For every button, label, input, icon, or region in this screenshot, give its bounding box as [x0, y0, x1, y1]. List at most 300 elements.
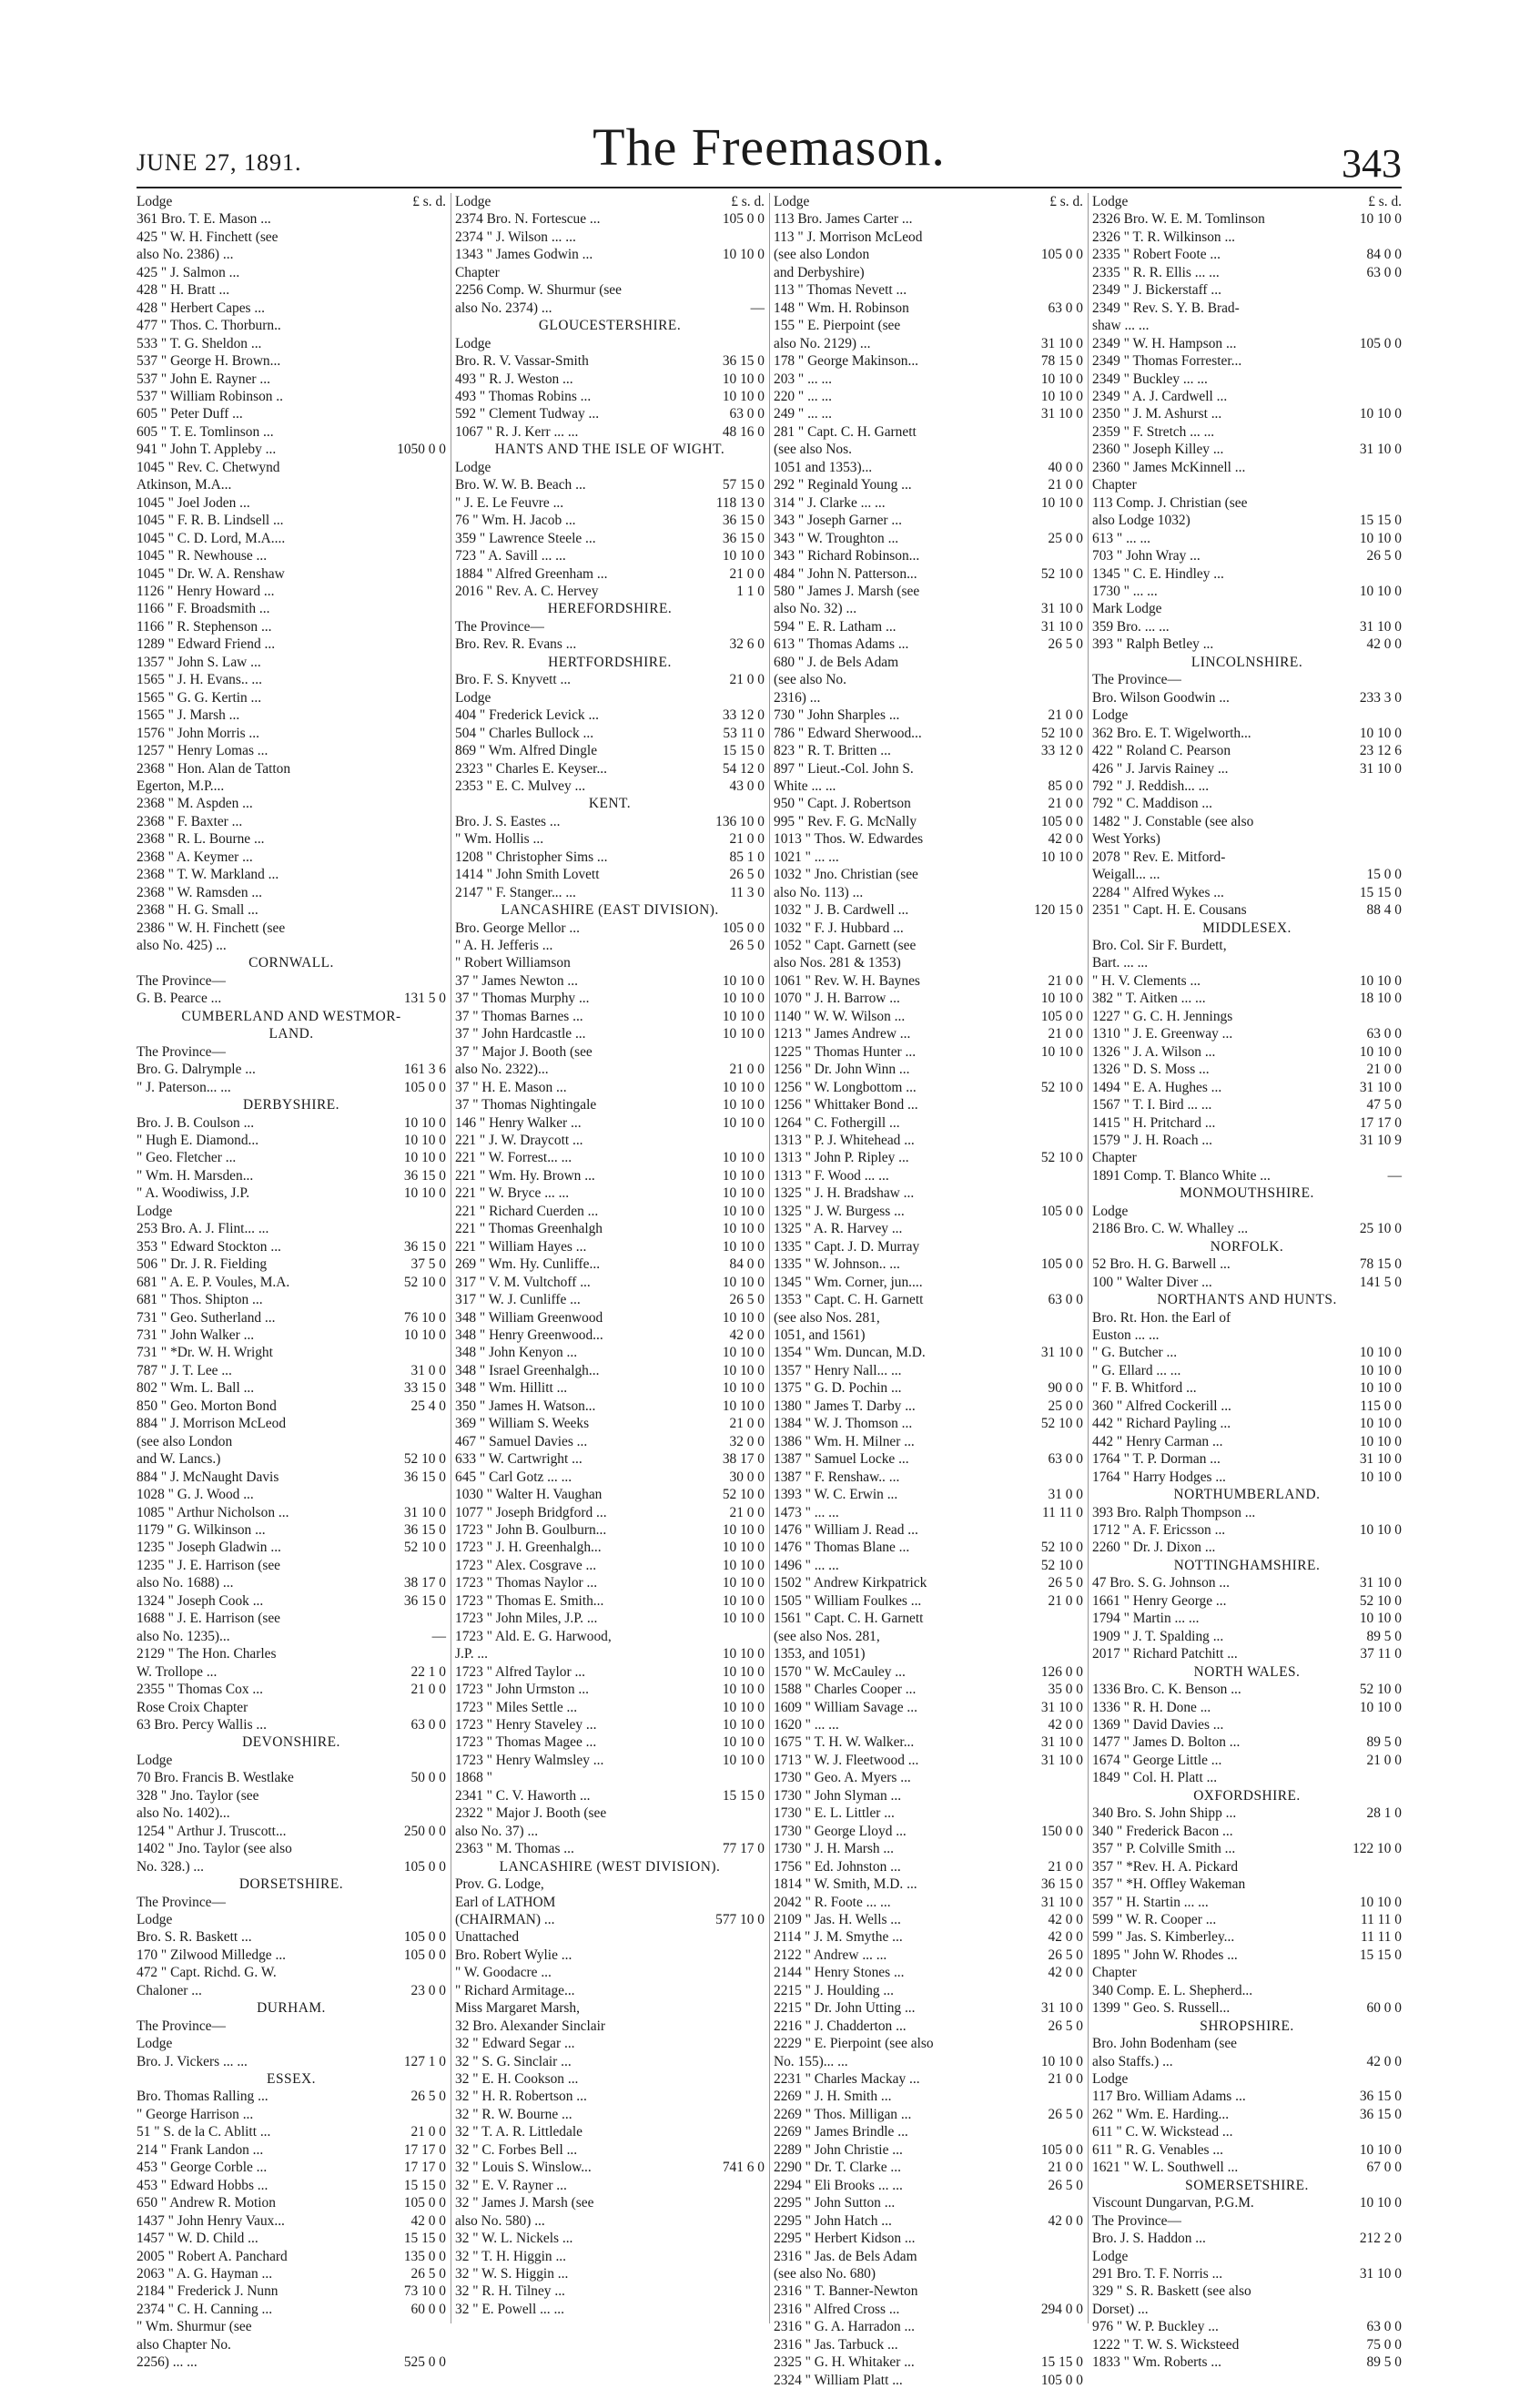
list-entry — [455, 1681, 765, 1698]
list-entry — [774, 583, 1083, 600]
entry-amount — [1331, 2123, 1402, 2140]
entry-amount: 10 10 0 — [1040, 388, 1083, 404]
entry-text: 1565 " G. G. Kertin ... — [137, 689, 262, 706]
list-entry — [137, 1309, 446, 1327]
list-entry — [455, 1894, 765, 1911]
entry-amount: 54 12 0 — [722, 760, 765, 777]
list-entry — [774, 300, 1083, 317]
entry-amount: 10 10 0 — [722, 1114, 765, 1131]
entry-amount: 42 0 0 — [1366, 2053, 1402, 2069]
entry-text: 32 " E. Powell ... ... — [455, 2301, 564, 2317]
entry-amount — [694, 2106, 765, 2123]
entry-amount: 118 13 0 — [715, 494, 765, 511]
entry-text: " G. Butcher ... — [1092, 1345, 1178, 1361]
list-entry — [137, 210, 446, 228]
entry-amount: 33 12 0 — [1040, 743, 1083, 759]
list-entry — [455, 2194, 765, 2211]
entry-text: " J. Paterson... ... — [137, 1079, 231, 1095]
column-2 — [455, 193, 765, 2323]
entry-text: 1723 " Alex. Cosgrave ... — [455, 1557, 597, 1573]
entry-amount: 250 0 0 — [403, 1823, 446, 1839]
list-entry — [137, 1840, 446, 1857]
entry-text: Lodge — [1092, 2248, 1129, 2264]
list-entry — [774, 2018, 1083, 2035]
entry-text: 1621 " W. L. Southwell ... — [1092, 2160, 1239, 2176]
entry-amount — [1331, 300, 1402, 317]
list-entry — [137, 2336, 446, 2353]
entry-amount: 105 0 0 — [1040, 1256, 1083, 1273]
entry-amount — [694, 1876, 765, 1893]
entry-amount: 10 10 0 — [1359, 211, 1402, 228]
entry-amount: 36 15 0 — [722, 353, 765, 370]
column-3 — [774, 193, 1083, 2388]
list-entry — [455, 352, 765, 370]
entry-text: 1045 " C. D. Lord, M.A.... — [137, 530, 286, 546]
entry-amount: 21 0 0 — [1366, 1062, 1402, 1078]
entry-text: (CHAIRMAN) ... — [455, 1911, 555, 1927]
entry-amount — [375, 583, 446, 600]
entry-text: 1032 " J. B. Cardwell ... — [774, 902, 909, 919]
entry-text: 317 " W. J. Cunliffe ... — [455, 1292, 581, 1308]
list-entry — [455, 2265, 765, 2282]
entry-text: 32 Bro. Alexander Sinclair — [455, 2018, 605, 2034]
entry-amount: 10 10 0 — [722, 1663, 765, 1680]
list-entry — [137, 1787, 446, 1804]
entry-text: 484 " John N. Patterson... — [774, 565, 917, 582]
list-entry — [774, 1752, 1083, 1769]
entry-text: 467 " Samuel Davies ... — [455, 1433, 588, 1449]
entry-amount: 10 10 0 — [722, 1309, 765, 1326]
entry-text: 221 " Wm. Hy. Brown ... — [455, 1167, 595, 1184]
list-entry — [137, 813, 446, 830]
entry-text: 2368 " M. Aspden ... — [137, 796, 253, 812]
entry-text: 1256 " Dr. John Winn ... — [774, 1062, 910, 1078]
entry-text: 611 " C. W. Wickstead ... — [1092, 2124, 1233, 2140]
entry-amount: 15 15 0 — [1040, 2354, 1083, 2371]
entry-amount: 89 5 0 — [1366, 2354, 1402, 2371]
entry-text: 1895 " John W. Rhodes ... — [1092, 1947, 1238, 1963]
heading-text: NORFOLK. — [1210, 1238, 1284, 1255]
entry-amount — [1012, 1309, 1083, 1327]
list-entry — [774, 1096, 1083, 1113]
entry-amount — [375, 901, 446, 919]
list-entry — [455, 1804, 765, 1822]
entry-text: 493 " Thomas Robins ... — [455, 388, 592, 404]
heading-text: HEREFORDSHIRE. — [547, 601, 673, 617]
list-entry — [455, 2106, 765, 2123]
entry-amount: 10 10 0 — [1359, 2195, 1402, 2211]
entry-text: 731 " *Dr. W. H. Wright — [137, 1345, 273, 1361]
entry-text: 37 " John Hardcastle ... — [455, 1026, 586, 1042]
entry-amount — [375, 849, 446, 866]
entry-amount — [1331, 1327, 1402, 1344]
entry-amount: 15 15 0 — [403, 2177, 446, 2193]
list-entry — [455, 1999, 765, 2017]
entry-text: 1335 " Capt. J. D. Murray — [774, 1238, 920, 1255]
entry-amount — [375, 1911, 446, 1928]
entry-text: 442 " Richard Payling ... — [1092, 1416, 1231, 1432]
entry-amount: 26 5 0 — [1366, 548, 1402, 564]
entry-amount — [1331, 778, 1402, 795]
list-entry — [1092, 830, 1402, 848]
entry-text: 869 " Wm. Alfred Dingle — [455, 743, 598, 759]
list-entry — [455, 742, 765, 759]
list-entry — [1092, 2301, 1402, 2318]
entry-amount: — — [1387, 1167, 1402, 1184]
list-entry — [1092, 583, 1402, 600]
entry-amount — [375, 335, 446, 352]
entry-amount — [375, 1964, 446, 1981]
list-entry — [774, 2248, 1083, 2265]
entry-amount: 21 0 0 — [729, 672, 765, 688]
entry-amount: 85 0 0 — [1048, 778, 1083, 794]
entry-amount — [375, 618, 446, 635]
list-entry — [455, 990, 765, 1007]
entry-text: 2269 " J. H. Smith ... — [774, 2089, 892, 2105]
list-entry — [137, 565, 446, 583]
entry-amount: 15 15 0 — [1359, 884, 1402, 900]
entry-amount — [1012, 1220, 1083, 1237]
entry-text: 1849 " Col. H. Platt ... — [1092, 1770, 1218, 1786]
entry-amount — [375, 1433, 446, 1450]
entry-text: 850 " Geo. Morton Bond — [137, 1398, 277, 1414]
entry-amount — [694, 1964, 765, 1981]
entry-text: 359 " Lawrence Steele ... — [455, 530, 596, 546]
entry-amount — [375, 423, 446, 441]
entry-amount: 11 11 0 — [1360, 1911, 1402, 1927]
page-number: 343 — [1342, 141, 1402, 186]
list-entry — [137, 1415, 446, 1432]
entry-text: 2229 " E. Pierpoint (see also — [774, 2036, 934, 2052]
section-heading — [1092, 1663, 1402, 1681]
entry-text: " A. Woodiwiss, J.P. — [137, 1185, 250, 1202]
list-entry — [455, 264, 765, 281]
entry-text: 599 " Jas. S. Kimberley... — [1092, 1929, 1235, 1946]
entry-amount: 10 10 0 — [1359, 1043, 1402, 1060]
entry-text: 1868 " — [455, 1770, 492, 1786]
entry-text: 2386 " W. H. Finchett (see — [137, 920, 286, 936]
entry-amount — [1012, 2282, 1083, 2300]
list-entry — [137, 1327, 446, 1344]
list-entry — [774, 264, 1083, 281]
entry-amount: 10 10 0 — [1040, 849, 1083, 865]
list-entry — [1092, 1699, 1402, 1716]
list-entry — [455, 1823, 765, 1840]
entry-amount: £ s. d. — [731, 194, 765, 209]
entry-text: 426 " J. Jarvis Rainey ... — [1092, 760, 1229, 777]
entry-text: 506 " Dr. J. R. Fielding — [137, 1256, 268, 1273]
list-entry — [455, 459, 765, 476]
entry-amount — [1012, 1238, 1083, 1255]
entry-amount: 10 10 0 — [722, 1203, 765, 1219]
entry-amount: 26 5 0 — [729, 938, 765, 954]
entry-text: 1386 " Wm. H. Milner ... — [774, 1433, 915, 1449]
entry-amount — [1331, 2282, 1402, 2300]
list-entry — [137, 2177, 446, 2194]
entry-text: 1051 and 1353)... — [774, 459, 873, 475]
entry-text: 2295 " Herbert Kidson ... — [774, 2231, 916, 2247]
list-entry — [774, 2230, 1083, 2247]
entry-amount: 105 0 0 — [1359, 335, 1402, 351]
list-entry — [137, 795, 446, 812]
entry-text: Lodge — [1092, 2071, 1129, 2088]
list-entry — [1092, 778, 1402, 795]
entry-amount: 105 0 0 — [1040, 2141, 1083, 2158]
entry-amount — [1012, 920, 1083, 937]
entry-amount: 88 4 0 — [1366, 902, 1402, 919]
entry-text: Dorset) ... — [1092, 2301, 1149, 2317]
list-entry — [774, 512, 1083, 529]
list-entry — [774, 1220, 1083, 1237]
entry-amount: 25 4 0 — [410, 1398, 446, 1414]
entry-text: 32 " Edward Segar ... — [455, 2036, 575, 2052]
list-entry — [137, 901, 446, 919]
list-entry — [774, 371, 1083, 388]
entry-text: 1494 " E. A. Hughes ... — [1092, 1079, 1222, 1095]
entry-text: also No. 37) ... — [455, 1823, 539, 1839]
list-entry — [1092, 1379, 1402, 1397]
list-entry — [455, 281, 765, 299]
entry-amount: 52 10 0 — [1040, 1557, 1083, 1573]
list-entry — [1092, 813, 1402, 830]
list-entry — [137, 1804, 446, 1822]
entry-text: 1730 " E. L. Littler ... — [774, 1805, 895, 1822]
issue-date: JUNE 27, 1891. — [137, 149, 302, 176]
entry-amount: 10 10 0 — [1359, 1894, 1402, 1910]
entry-amount: 10 10 0 — [722, 388, 765, 404]
entry-amount: 15 15 0 — [1359, 513, 1402, 529]
section-heading — [137, 954, 446, 971]
list-entry — [137, 388, 446, 405]
entry-text: 592 " Clement Tudway ... — [455, 406, 600, 422]
entry-text: 1045 " R. Newhouse ... — [137, 548, 268, 564]
entry-amount: 63 0 0 — [1366, 1026, 1402, 1042]
entry-amount: 10 10 0 — [722, 1540, 765, 1556]
list-entry — [1092, 990, 1402, 1007]
list-entry — [455, 1450, 765, 1468]
list-entry — [137, 1681, 446, 1698]
entry-amount: 23 0 0 — [410, 1982, 446, 1998]
entry-amount: 21 0 0 — [410, 2124, 446, 2140]
list-entry — [1092, 1167, 1402, 1184]
section-heading — [137, 1876, 446, 1893]
entry-amount: 52 10 0 — [1040, 1540, 1083, 1556]
entry-text: 37 " Thomas Murphy ... — [455, 991, 590, 1007]
entry-amount: 52 10 0 — [1040, 565, 1083, 582]
entry-amount: 10 10 0 — [722, 1079, 765, 1095]
list-entry — [774, 813, 1083, 830]
entry-amount — [375, 920, 446, 937]
entry-amount: 105 0 0 — [1040, 1203, 1083, 1219]
list-entry — [1092, 1521, 1402, 1539]
list-entry — [137, 2230, 446, 2247]
entry-text: 1833 " Wm. Roberts ... — [1092, 2354, 1221, 2371]
list-entry — [1092, 849, 1402, 866]
list-entry — [774, 618, 1083, 635]
entry-amount: 10 10 0 — [722, 1682, 765, 1698]
list-entry — [455, 618, 765, 635]
entry-text: 786 " Edward Sherwood... — [774, 725, 922, 741]
list-entry — [774, 1733, 1083, 1751]
entry-text: 1077 " Joseph Bridgford ... — [455, 1504, 607, 1520]
list-entry — [1092, 1804, 1402, 1822]
entry-text: 1565 " J. Marsh ... — [137, 707, 240, 724]
list-entry — [137, 760, 446, 778]
entry-text: 425 " J. Salmon ... — [137, 264, 240, 280]
entry-text: 1343 " James Godwin ... — [455, 247, 593, 263]
section-heading — [137, 1025, 446, 1042]
entry-amount: 10 10 0 — [722, 1557, 765, 1573]
list-entry — [774, 281, 1083, 299]
entry-text: 2368 " F. Baxter ... — [137, 813, 243, 829]
list-entry — [137, 2248, 446, 2265]
entry-text: 2289 " John Christie ... — [774, 2141, 903, 2158]
entry-amount: 10 10 0 — [403, 1150, 446, 1166]
entry-amount: 31 10 0 — [1040, 1752, 1083, 1768]
entry-text: 976 " W. P. Buckley ... — [1092, 2319, 1219, 2335]
list-entry — [137, 1592, 446, 1610]
entry-text: 605 " Peter Duff ... — [137, 406, 243, 422]
entry-amount: 42 0 0 — [410, 2212, 446, 2229]
entry-text: 2363 " M. Thomas ... — [455, 1841, 574, 1857]
heading-text: HERTFORDSHIRE. — [548, 654, 672, 670]
entry-text: 1222 " T. W. S. Wicksteed — [1092, 2336, 1240, 2353]
entry-amount: 21 0 0 — [729, 565, 765, 582]
entry-amount — [694, 1804, 765, 1822]
entry-amount: 26 5 0 — [1048, 636, 1083, 653]
entry-amount — [375, 281, 446, 299]
entry-text: Bro. Rev. R. Evans ... — [455, 636, 577, 653]
list-entry — [455, 1947, 765, 1964]
entry-text: Lodge — [137, 2036, 173, 2052]
entry-amount — [694, 954, 765, 971]
entry-amount: 42 0 0 — [1366, 636, 1402, 653]
entry-text: 1393 " W. C. Erwin ... — [774, 1487, 898, 1503]
entry-text: 1588 " Charles Cooper ... — [774, 1682, 917, 1698]
entry-amount: 52 10 0 — [1040, 725, 1083, 741]
heading-text: NORTHANTS AND HUNTS. — [1157, 1292, 1337, 1308]
list-entry — [137, 2123, 446, 2140]
list-entry — [1092, 512, 1402, 529]
entry-amount: 32 6 0 — [729, 636, 765, 653]
entry-amount: 10 10 0 — [722, 1150, 765, 1166]
entry-text: Bro. S. R. Baskett ... — [137, 1929, 252, 1946]
entry-amount: 57 15 0 — [722, 477, 765, 493]
list-entry — [137, 2301, 446, 2318]
entry-amount — [694, 459, 765, 476]
entry-amount — [694, 2301, 765, 2318]
list-entry — [774, 565, 1083, 583]
list-entry — [774, 2265, 1083, 2282]
list-entry — [774, 2159, 1083, 2176]
heading-text: SHROPSHIRE. — [1200, 2018, 1294, 2034]
list-entry — [455, 1238, 765, 1255]
entry-text: 1324 " Joseph Cook ... — [137, 1592, 264, 1609]
entry-text: 292 " Reginald Young ... — [774, 477, 912, 493]
list-entry — [137, 1079, 446, 1096]
list-entry — [455, 2230, 765, 2247]
entry-text: 1476 " Thomas Blane ... — [774, 1540, 910, 1556]
entry-text: 2341 " C. V. Haworth ... — [455, 1787, 591, 1804]
list-entry — [137, 441, 446, 458]
entry-text: 425 " W. H. Finchett (see — [137, 229, 279, 245]
list-entry — [1092, 264, 1402, 281]
entry-amount — [375, 405, 446, 422]
entry-text: 1021 " ... ... — [774, 849, 839, 865]
entry-amount: 36 15 0 — [1359, 2106, 1402, 2122]
list-entry — [1092, 335, 1402, 352]
entry-text: 1764 " T. P. Dorman ... — [1092, 1451, 1221, 1468]
entry-text: 2290 " Dr. T. Clarke ... — [774, 2160, 901, 2176]
list-entry — [774, 1823, 1083, 1840]
list-entry — [137, 1823, 446, 1840]
entry-amount — [694, 2212, 765, 2230]
entry-text: 1335 " W. Johnson.. ... — [774, 1256, 900, 1273]
entry-text: 2374 " J. Wilson ... ... — [455, 229, 576, 245]
entry-amount: 233 3 0 — [1359, 689, 1402, 706]
entry-amount: 31 10 0 — [1359, 442, 1402, 458]
list-entry — [774, 901, 1083, 919]
list-entry — [455, 2053, 765, 2070]
entry-text: 1357 " Henry Nall... ... — [774, 1362, 902, 1378]
entry-text: 343 " Joseph Garner ... — [774, 513, 902, 529]
entry-amount: 10 10 0 — [403, 1327, 446, 1343]
entry-amount: 35 0 0 — [1048, 1682, 1083, 1698]
entry-text: The Province— — [455, 618, 544, 635]
entry-text: 340 Comp. E. L. Shepherd... — [1092, 1982, 1253, 1998]
entry-amount — [1012, 2230, 1083, 2247]
entry-text: Lodge — [137, 1911, 173, 1927]
list-entry — [774, 1610, 1083, 1627]
entry-text: 1713 " W. J. Fleetwood ... — [774, 1752, 919, 1768]
list-entry — [455, 1469, 765, 1486]
entry-text: 2215 " J. Houlding ... — [774, 1982, 894, 1998]
list-entry — [137, 1362, 446, 1379]
list-entry — [455, 689, 765, 707]
entry-text: 221 " W. Forrest... ... — [455, 1150, 572, 1166]
list-entry — [137, 689, 446, 707]
entry-text: 2324 " William Platt ... — [774, 2372, 903, 2388]
list-entry — [455, 1220, 765, 1237]
list-entry — [774, 1804, 1083, 1822]
entry-text: 1375 " G. D. Pochin ... — [774, 1380, 902, 1397]
list-entry — [455, 2301, 765, 2318]
list-entry — [455, 246, 765, 263]
entry-text: 1013 " Thos. W. Edwardes — [774, 831, 924, 848]
entry-amount: £ s. d. — [1049, 194, 1083, 209]
entry-text: 221 " J. W. Draycott ... — [455, 1133, 583, 1149]
list-entry — [137, 371, 446, 388]
entry-text: 1032 " Jno. Christian (see — [774, 867, 918, 883]
entry-amount — [1331, 1769, 1402, 1786]
entry-amount: 105 0 0 — [403, 1929, 446, 1946]
entry-text: Chapter — [1092, 477, 1137, 493]
entry-amount: 31 10 0 — [1040, 601, 1083, 617]
entry-text: 1723 " Henry Walmsley ... — [455, 1752, 604, 1768]
list-entry — [137, 778, 446, 795]
list-entry — [1092, 530, 1402, 547]
list-entry — [455, 371, 765, 388]
entry-amount: 36 15 0 — [1359, 2089, 1402, 2105]
list-entry — [1092, 2053, 1402, 2070]
entry-text: also No. 2374) ... — [455, 300, 552, 316]
entry-text: 32 " T. A. R. Littledale — [455, 2124, 583, 2140]
entry-amount: 42 0 0 — [1048, 1929, 1083, 1946]
entry-amount: 36 15 0 — [403, 1521, 446, 1538]
entry-text: No. 328.) ... — [137, 1858, 204, 1875]
entry-text: 703 " John Wray ... — [1092, 548, 1201, 564]
entry-text: 1227 " G. C. H. Jennings — [1092, 1008, 1233, 1024]
